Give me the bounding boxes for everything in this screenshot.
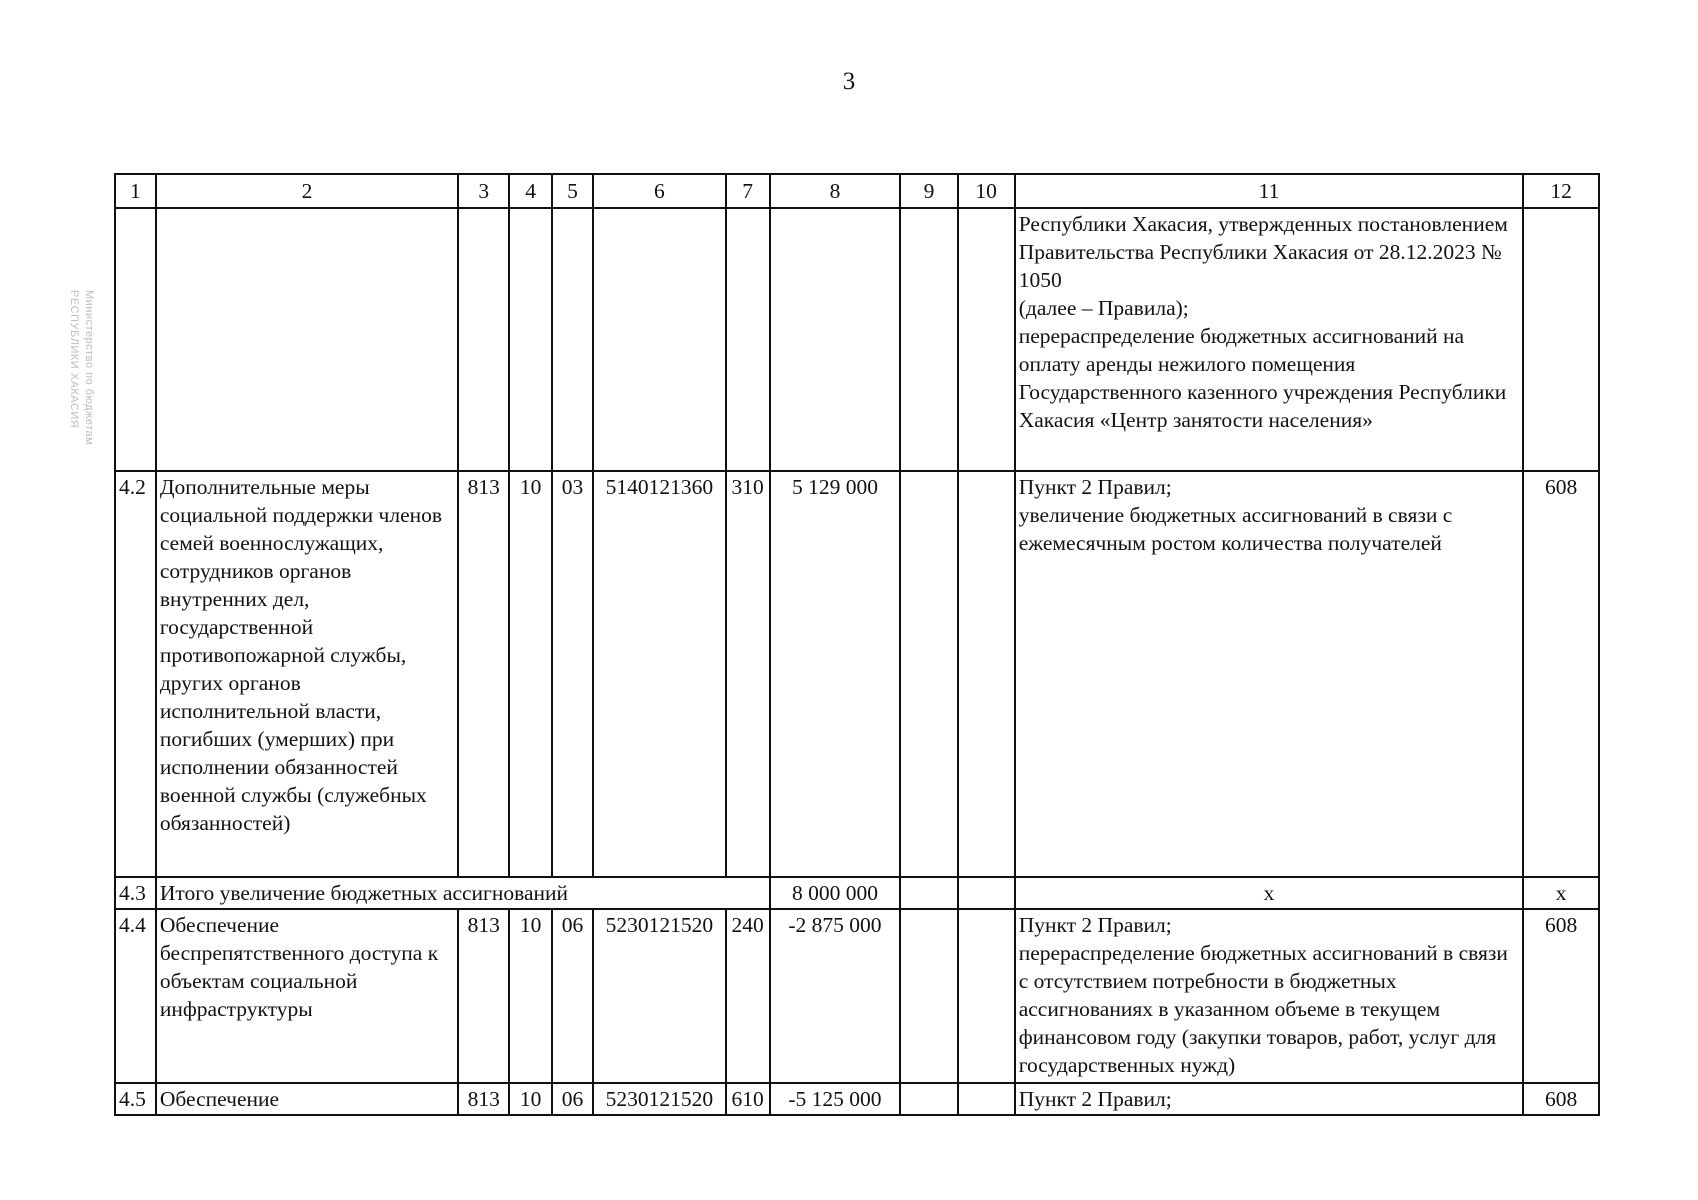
cell-c9 bbox=[900, 877, 957, 909]
cell-c9 bbox=[900, 471, 957, 877]
cell-c6 bbox=[593, 208, 726, 471]
cell-c10 bbox=[958, 909, 1015, 1083]
cell-c12: 608 bbox=[1523, 909, 1599, 1083]
cell-c10 bbox=[958, 1083, 1015, 1115]
cell-c11 bbox=[1015, 909, 1524, 1083]
basis-text: Республики Хакасия, утвержденных постановлением Правительства Республики Хакасия от 28.12.2023 № 1050 (далее – Правила); перераспределение бюджетных ассигнований на оплату аренды нежилого помещения Государственного казенного учреждения Республики Хакасия «Центр занятости населения» bbox=[1018, 212, 1508, 432]
cell-c8: -2 875 000 bbox=[770, 909, 901, 1083]
cell-c9 bbox=[900, 1083, 957, 1115]
cell-c8: 5 129 000 bbox=[770, 471, 901, 877]
cell-c4: 10 bbox=[509, 1083, 552, 1115]
basis-text: Пункт 2 Правил; перераспределение бюджетных ассигнований в связи с отсутствием потребности в бюджетных ассигнованиях в указанном объеме в текущем финансовом году (закупки товаров, работ, услуг для государственных нужд) bbox=[1018, 913, 1508, 1077]
col-header-5: 5 bbox=[552, 174, 593, 208]
cell-c6: 5230121520 bbox=[593, 1083, 726, 1115]
cell-c11: х bbox=[1015, 877, 1524, 909]
cell-num: 4.2 bbox=[115, 471, 156, 877]
cell-c8: -5 125 000 bbox=[770, 1083, 901, 1115]
cell-c8: 8 000 000 bbox=[770, 877, 901, 909]
cell-c6: 5140121360 bbox=[593, 471, 726, 877]
table-row bbox=[115, 208, 1599, 471]
cell-c10 bbox=[958, 208, 1015, 471]
col-header-10: 10 bbox=[958, 174, 1015, 208]
col-header-2: 2 bbox=[156, 174, 458, 208]
col-header-11: 11 bbox=[1015, 174, 1524, 208]
col-header-12: 12 bbox=[1523, 174, 1599, 208]
cell-c10 bbox=[958, 877, 1015, 909]
col-header-7: 7 bbox=[726, 174, 770, 208]
cell-num: 4.3 bbox=[115, 877, 156, 909]
cell-name bbox=[156, 208, 458, 471]
stamp-text: Министерство по бюджетам РЕСПУБЛИКИ ХАКАСИЯ bbox=[68, 290, 95, 446]
cell-c4: 10 bbox=[509, 471, 552, 877]
table-row bbox=[115, 1083, 1599, 1115]
cell-c12 bbox=[1523, 208, 1599, 471]
table-header-row bbox=[115, 174, 1599, 208]
cell-c4: 10 bbox=[509, 909, 552, 1083]
cell-c7: 610 bbox=[726, 1083, 770, 1115]
cell-c3: 813 bbox=[458, 1083, 509, 1115]
cell-name: Обеспечение беспрепятственного доступа к объектам социальной инфраструктуры bbox=[156, 909, 458, 1083]
cell-num: 4.4 bbox=[115, 909, 156, 1083]
col-header-8: 8 bbox=[770, 174, 901, 208]
cell-c7: 310 bbox=[726, 471, 770, 877]
cell-c5: 06 bbox=[552, 909, 593, 1083]
cell-total-label: Итого увеличение бюджетных ассигнований bbox=[156, 877, 770, 909]
cell-c9 bbox=[900, 208, 957, 471]
cell-c5: 06 bbox=[552, 1083, 593, 1115]
cell-c11 bbox=[1015, 208, 1524, 471]
cell-name: Дополнительные меры социальной поддержки членов семей военнослужащих, сотрудников органов внутренних дел, государственной противопожарной службы, других органов исполнительной власти, погибших (умерших) при исполнении обязанностей военной службы (служебных обязанностей) bbox=[156, 471, 458, 877]
cell-c6: 5230121520 bbox=[593, 909, 726, 1083]
col-header-6: 6 bbox=[593, 174, 726, 208]
col-header-1: 1 bbox=[115, 174, 156, 208]
col-header-9: 9 bbox=[900, 174, 957, 208]
cell-c9 bbox=[900, 909, 957, 1083]
cell-c8 bbox=[770, 208, 901, 471]
table-row bbox=[115, 909, 1599, 1083]
col-header-3: 3 bbox=[458, 174, 509, 208]
cell-c7: 240 bbox=[726, 909, 770, 1083]
cell-c12: 608 bbox=[1523, 471, 1599, 877]
registration-stamp bbox=[48, 290, 96, 500]
col-header-4: 4 bbox=[509, 174, 552, 208]
budget-changes-table bbox=[114, 173, 1600, 1116]
cell-c11: Пункт 2 Правил; bbox=[1015, 1083, 1524, 1115]
cell-c5 bbox=[552, 208, 593, 471]
cell-c10 bbox=[958, 471, 1015, 877]
cell-num: 4.5 bbox=[115, 1083, 156, 1115]
basis-text: Пункт 2 Правил; увеличение бюджетных ассигнований в связи с ежемесячным ростом количества получателей bbox=[1018, 475, 1453, 555]
table-row bbox=[115, 471, 1599, 877]
cell-c3 bbox=[458, 208, 509, 471]
cell-c7 bbox=[726, 208, 770, 471]
cell-num bbox=[115, 208, 156, 471]
cell-c4 bbox=[509, 208, 552, 471]
table-row-total bbox=[115, 877, 1599, 909]
cell-c11 bbox=[1015, 471, 1524, 877]
cell-c5: 03 bbox=[552, 471, 593, 877]
page-number: 3 bbox=[842, 68, 856, 95]
cell-c3: 813 bbox=[458, 909, 509, 1083]
cell-c12: х bbox=[1523, 877, 1599, 909]
cell-c3: 813 bbox=[458, 471, 509, 877]
cell-c12: 608 bbox=[1523, 1083, 1599, 1115]
cell-name: Обеспечение bbox=[156, 1083, 458, 1115]
